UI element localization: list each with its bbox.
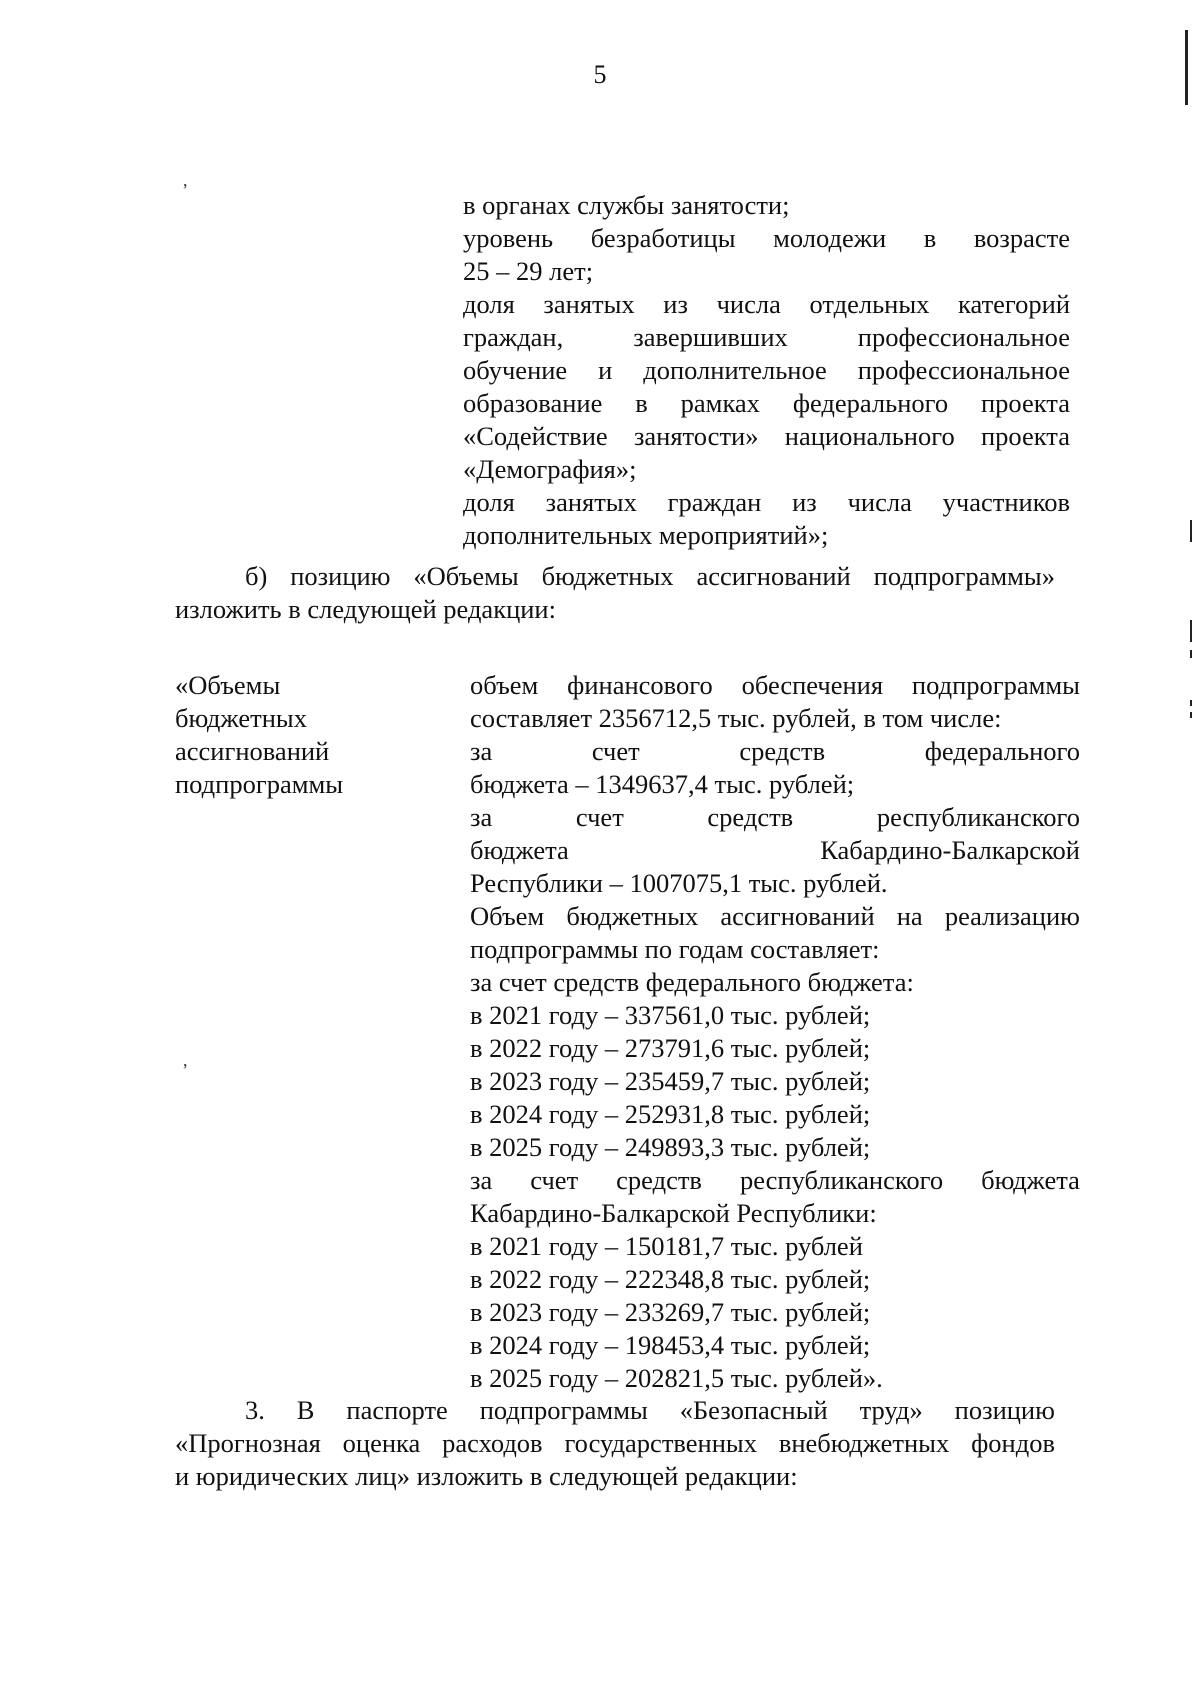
indicator-line xyxy=(463,387,1070,420)
budget-label-line: бюджетных xyxy=(175,703,307,733)
budget-value-line xyxy=(470,900,1080,933)
word: бюджета xyxy=(981,1165,1080,1195)
word: проекта xyxy=(981,421,1070,451)
word: доля xyxy=(463,289,515,319)
word: обеспечения xyxy=(741,670,884,700)
word: из xyxy=(792,487,817,517)
word: возрасте xyxy=(973,223,1070,253)
budget-label-line: «Объемы xyxy=(175,670,281,700)
word: категорий xyxy=(958,289,1070,319)
word: рамках xyxy=(680,388,760,418)
scan-edge-mark xyxy=(1190,520,1192,542)
scan-tick-mark: , xyxy=(183,1050,188,1070)
word: средств xyxy=(707,802,794,832)
word: подпрограммы xyxy=(911,670,1080,700)
word: бюджетных xyxy=(566,901,699,931)
page-number: 5 xyxy=(593,60,607,89)
budget-year-line: в 2023 году – 233269,7 тыс. рублей; xyxy=(470,1297,871,1327)
budget-value-line: Республики – 1007075,1 тыс. рублей. xyxy=(470,868,888,898)
budget-year-line: в 2021 году – 150181,7 тыс. рублей xyxy=(470,1231,863,1261)
word: занятости» xyxy=(633,421,759,451)
word: обучение xyxy=(463,355,568,385)
word: числа xyxy=(716,289,781,319)
word: объем xyxy=(470,670,539,700)
budget-value-line: бюджета – 1349637,4 тыс. рублей; xyxy=(470,769,855,799)
word: счет xyxy=(575,802,624,832)
word: федерального xyxy=(924,736,1080,766)
word: позицию xyxy=(954,1395,1055,1425)
word: граждан xyxy=(667,487,762,517)
word: уровень xyxy=(463,223,554,253)
indicator-line xyxy=(463,354,1070,387)
word: паспорте xyxy=(346,1395,448,1425)
word: «Объемы xyxy=(413,561,519,591)
word: ассигнований xyxy=(696,561,851,591)
word: В xyxy=(296,1395,315,1425)
indicators-block xyxy=(463,189,1070,552)
word: 3. xyxy=(245,1395,265,1425)
paragraph-line: изложить в следующей редакции: xyxy=(175,594,556,624)
word: оценка xyxy=(342,1428,421,1458)
budget-year-line: в 2024 году – 252931,8 тыс. рублей; xyxy=(470,1099,871,1129)
word: финансового xyxy=(567,670,713,700)
word: в xyxy=(923,223,937,253)
word: подпрограммы» xyxy=(873,561,1055,591)
paragraph-line xyxy=(175,1394,1055,1427)
word: средств xyxy=(616,1165,702,1195)
word: дополнительное xyxy=(643,355,827,385)
word: за xyxy=(470,802,493,832)
budget-year-line: в 2025 году – 249893,3 тыс. рублей; xyxy=(470,1132,871,1162)
word: «Безопасный xyxy=(679,1395,828,1425)
budget-value-line: подпрограммы по годам составляет: xyxy=(470,934,880,964)
word: числа xyxy=(847,487,912,517)
indicator-line xyxy=(463,288,1070,321)
budget-value-line: Кабардино-Балкарской Республики: xyxy=(470,1198,877,1228)
indicator-line xyxy=(463,420,1070,453)
word: позицию xyxy=(290,561,391,591)
budget-value-column xyxy=(470,669,1080,1395)
budget-year-line: в 2021 году – 337561,0 тыс. рублей; xyxy=(470,1000,871,1030)
budget-year-line: в 2024 году – 198453,4 тыс. рублей; xyxy=(470,1330,871,1360)
word: республиканского xyxy=(739,1165,944,1195)
word: «Прогнозная xyxy=(175,1428,321,1458)
scan-tick-mark: , xyxy=(183,170,188,190)
word: республиканского xyxy=(876,802,1080,832)
budget-year-line: в 2025 году – 202821,5 тыс. рублей». xyxy=(470,1363,883,1393)
word: за xyxy=(470,736,493,766)
word: федерального xyxy=(792,388,949,418)
word: граждан, xyxy=(463,322,564,352)
paragraph-3 xyxy=(175,1394,1055,1493)
budget-label-line: ассигнований xyxy=(175,736,330,766)
indicator-line: дополнительных мероприятий»; xyxy=(463,520,829,550)
word: ассигнований xyxy=(720,901,875,931)
word: бюджетных xyxy=(541,561,674,591)
word: из xyxy=(663,289,688,319)
word: национального xyxy=(784,421,955,451)
indicator-line xyxy=(463,222,1070,255)
word: расходов xyxy=(442,1428,543,1458)
budget-value-line xyxy=(470,669,1080,702)
paragraph-b xyxy=(175,560,1055,626)
word: отдельных xyxy=(809,289,930,319)
word: в xyxy=(635,388,648,418)
indicator-line xyxy=(463,486,1070,519)
indicator-line: «Демография»; xyxy=(463,454,637,484)
word: Кабардино-Балкарской xyxy=(820,835,1080,865)
word: подпрограммы xyxy=(479,1395,648,1425)
word: проекта xyxy=(981,388,1070,418)
scan-edge-mark xyxy=(1190,650,1192,658)
indicator-line: в органах службы занятости; xyxy=(463,190,790,220)
word: безработицы xyxy=(590,223,736,253)
word: профессиональное xyxy=(857,322,1070,352)
budget-label-line: подпрограммы xyxy=(175,769,344,799)
budget-value-line xyxy=(470,735,1080,768)
word: занятых xyxy=(543,289,635,319)
word: внебюджетных xyxy=(778,1428,950,1458)
paragraph-line: и юридических лиц» изложить в следующей редакции: xyxy=(175,1461,798,1491)
word: образование xyxy=(463,388,603,418)
word: за xyxy=(470,1165,493,1195)
word: на xyxy=(896,901,923,931)
scan-edge-mark xyxy=(1185,30,1188,105)
scan-edge-mark xyxy=(1190,620,1192,642)
word: счет xyxy=(530,1165,579,1195)
budget-value-line xyxy=(470,1164,1080,1197)
word: завершивших xyxy=(633,322,788,352)
word: Объем xyxy=(470,901,545,931)
scan-edge-mark xyxy=(1190,712,1192,718)
indicator-line xyxy=(463,321,1070,354)
paragraph-line xyxy=(175,1427,1055,1460)
budget-label-column xyxy=(175,669,455,801)
word: средств xyxy=(739,736,826,766)
word: государственных xyxy=(564,1428,757,1458)
word: труд» xyxy=(859,1395,923,1425)
word: доля xyxy=(463,487,515,517)
word: бюджета xyxy=(470,835,569,865)
budget-year-line: в 2023 году – 235459,7 тыс. рублей; xyxy=(470,1066,871,1096)
budget-value-line: составляет 2356712,5 тыс. рублей, в том числе: xyxy=(470,703,1002,733)
word: б) xyxy=(245,561,268,591)
budget-value-line xyxy=(470,801,1080,834)
budget-year-line: в 2022 году – 222348,8 тыс. рублей; xyxy=(470,1264,871,1294)
word: и xyxy=(598,355,613,385)
scan-edge-mark xyxy=(1190,700,1192,706)
word: фондов xyxy=(971,1428,1055,1458)
budget-value-line xyxy=(470,834,1080,867)
word: участников xyxy=(942,487,1070,517)
word: счет xyxy=(591,736,640,766)
word: реализацию xyxy=(944,901,1080,931)
word: «Содействие xyxy=(463,421,608,451)
budget-value-line: за счет средств федерального бюджета: xyxy=(470,967,914,997)
indicator-line: 25 – 29 лет; xyxy=(463,256,594,286)
word: профессиональное xyxy=(857,355,1070,385)
word: занятых xyxy=(545,487,637,517)
budget-year-line: в 2022 году – 273791,6 тыс. рублей; xyxy=(470,1033,871,1063)
paragraph-line xyxy=(175,560,1055,593)
word: молодежи xyxy=(773,223,887,253)
